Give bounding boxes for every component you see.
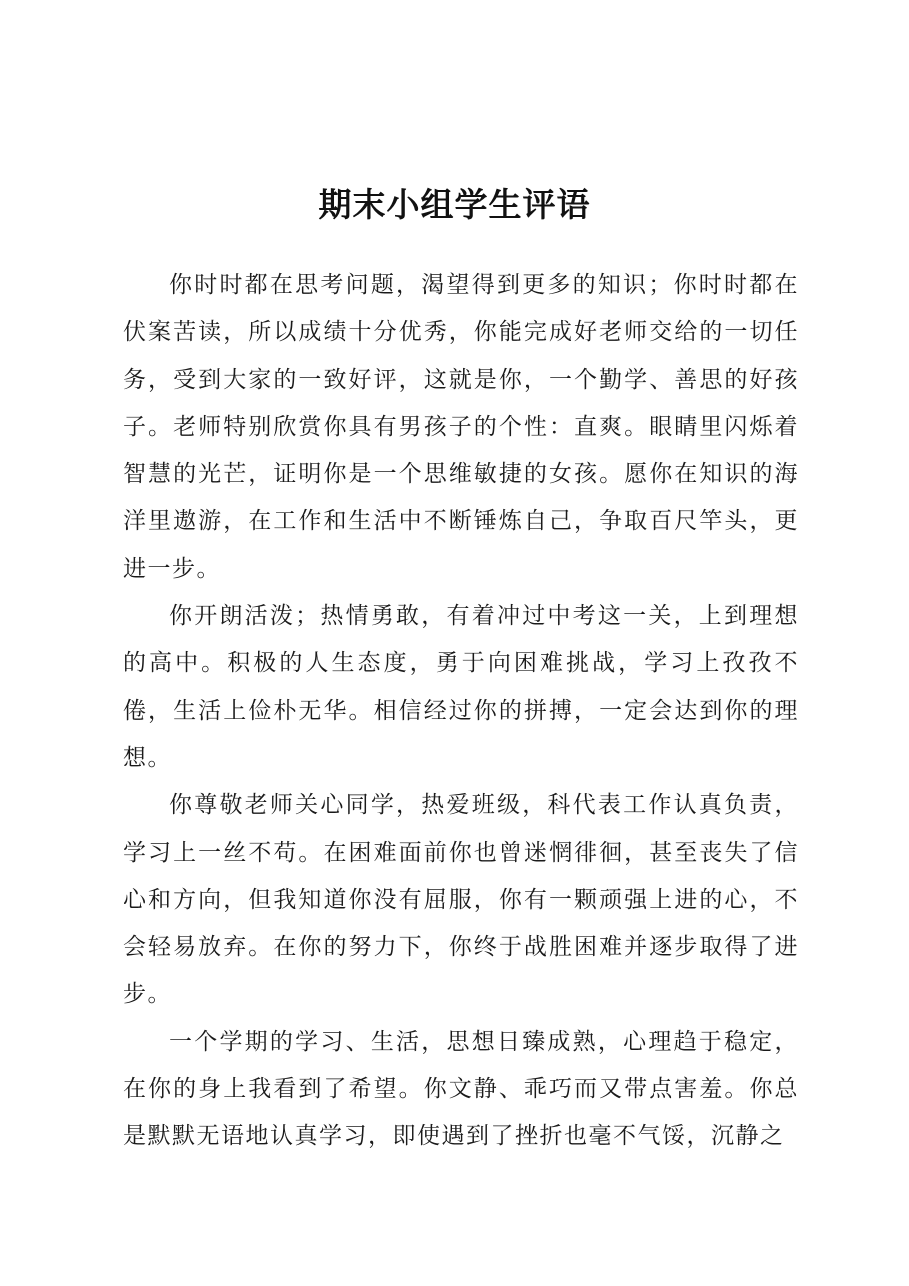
document-title: 期末小组学生评语 [318, 185, 591, 224]
paragraph-2: 你开朗活泼；热情勇敢，有着冲过中考这一关，上到理想的高中。积极的人生态度，勇于向困难挑战，学习上孜孜不倦，生活上俭朴无华。相信经过你的拼搏，一定会达到你的理想。 [123, 603, 799, 771]
paragraph-1: 你时时都在思考问题，渴望得到更多的知识；你时时都在伏案苦读，所以成绩十分优秀，你能完成好老师交给的一切任务，受到大家的一致好评，这就是你，一个勤学、善思的好孩子。老师特别欣赏你具有男孩子的个性：直爽。眼睛里闪烁着智慧的光芒，证明你是一个思维敏捷的女孩。愿你在知识的海洋里遨游，在工作和生活中不断锤炼自己，争取百尺竿头，更进一步。 [123, 272, 799, 582]
paragraph-3: 你尊敬老师关心同学，热爱班级，科代表工作认真负责，学习上一丝不苟。在困难面前你也曾迷惘徘徊，甚至丧失了信心和方向，但我知道你没有屈服，你有一颗顽强上进的心，不会轻易放弃。在你的努力下，你终于战胜困难并逐步取得了进步。 [123, 792, 799, 1008]
document-body [123, 262, 799, 1161]
paragraph-4: 一个学期的学习、生活，思想日臻成熟，心理趋于稳定，在你的身上我看到了希望。你文静、乖巧而又带点害羞。你总是默默无语地认真学习，即使遇到了挫折也毫不气馁，沉静之 [123, 1028, 799, 1150]
